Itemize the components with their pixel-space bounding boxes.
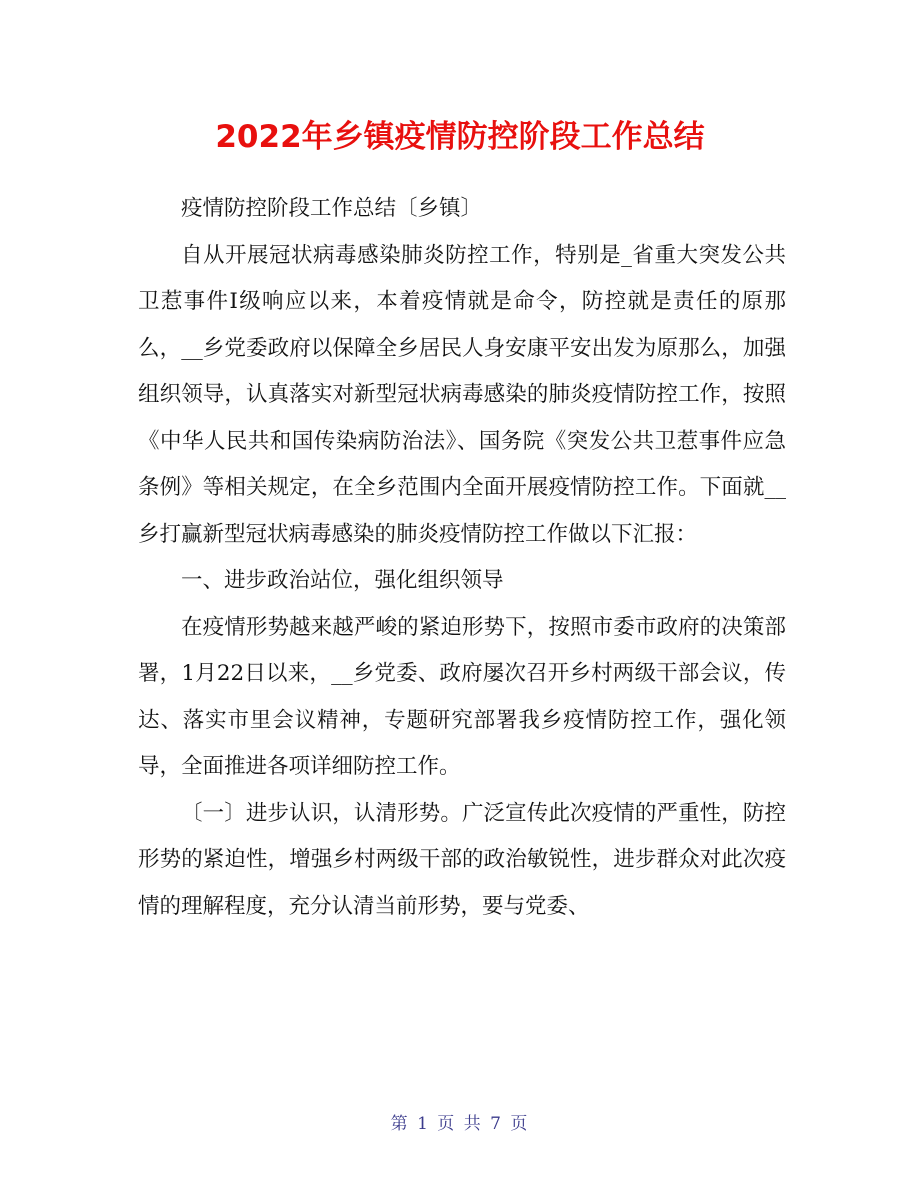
paragraph-subtitle: 疫情防控阶段工作总结〔乡镇〕 [181,196,483,221]
paragraph-subsection-1: 〔一〕进步认识，认清形势。广泛宣传此次疫情的严重性，防控形势的紧迫性，增强乡村两级干部的政治敏锐性，进步群众对此次疫情的理解程度，充分认清当前形势，要与党委、 [138,800,786,919]
document-body [138,186,786,930]
paragraph-section-1: 在疫情形势越来越严峻的紧迫形势下，按照市委市政府的决策部署，1月22日以来，__乡党委、政府屡次召开乡村两级干部会议，传达、落实市里会议精神，专题研究部署我乡疫情防控工作，强化领导，全面推进各项详细防控工作。 [138,614,786,779]
document-title: 2022年乡镇疫情防控阶段工作总结 [215,119,705,155]
page-number-footer: 第 1 页 共 7 页 [390,1114,530,1134]
section-heading-1: 一、进步政治站位，强化组织领导 [181,568,504,593]
paragraph-intro: 自从开展冠状病毒感染肺炎防控工作，特别是_省重大突发公共卫惹事件Ⅰ级响应以来，本着疫情就是命令，防控就是责任的原那么，__乡党委政府以保障全乡居民人身安康平安出发为原那么，加强组织领导，认真落实对新型冠状病毒感染的肺炎疫情防控工作，按照《中华人民共和国传染病防治法》、国务院《突发公共卫惹事件应急条例》等相关规定，在全乡范围内全面开展疫情防控工作。下面就__乡打赢新型冠状病毒感染的肺炎疫情防控工作做以下汇报： [138,242,786,547]
